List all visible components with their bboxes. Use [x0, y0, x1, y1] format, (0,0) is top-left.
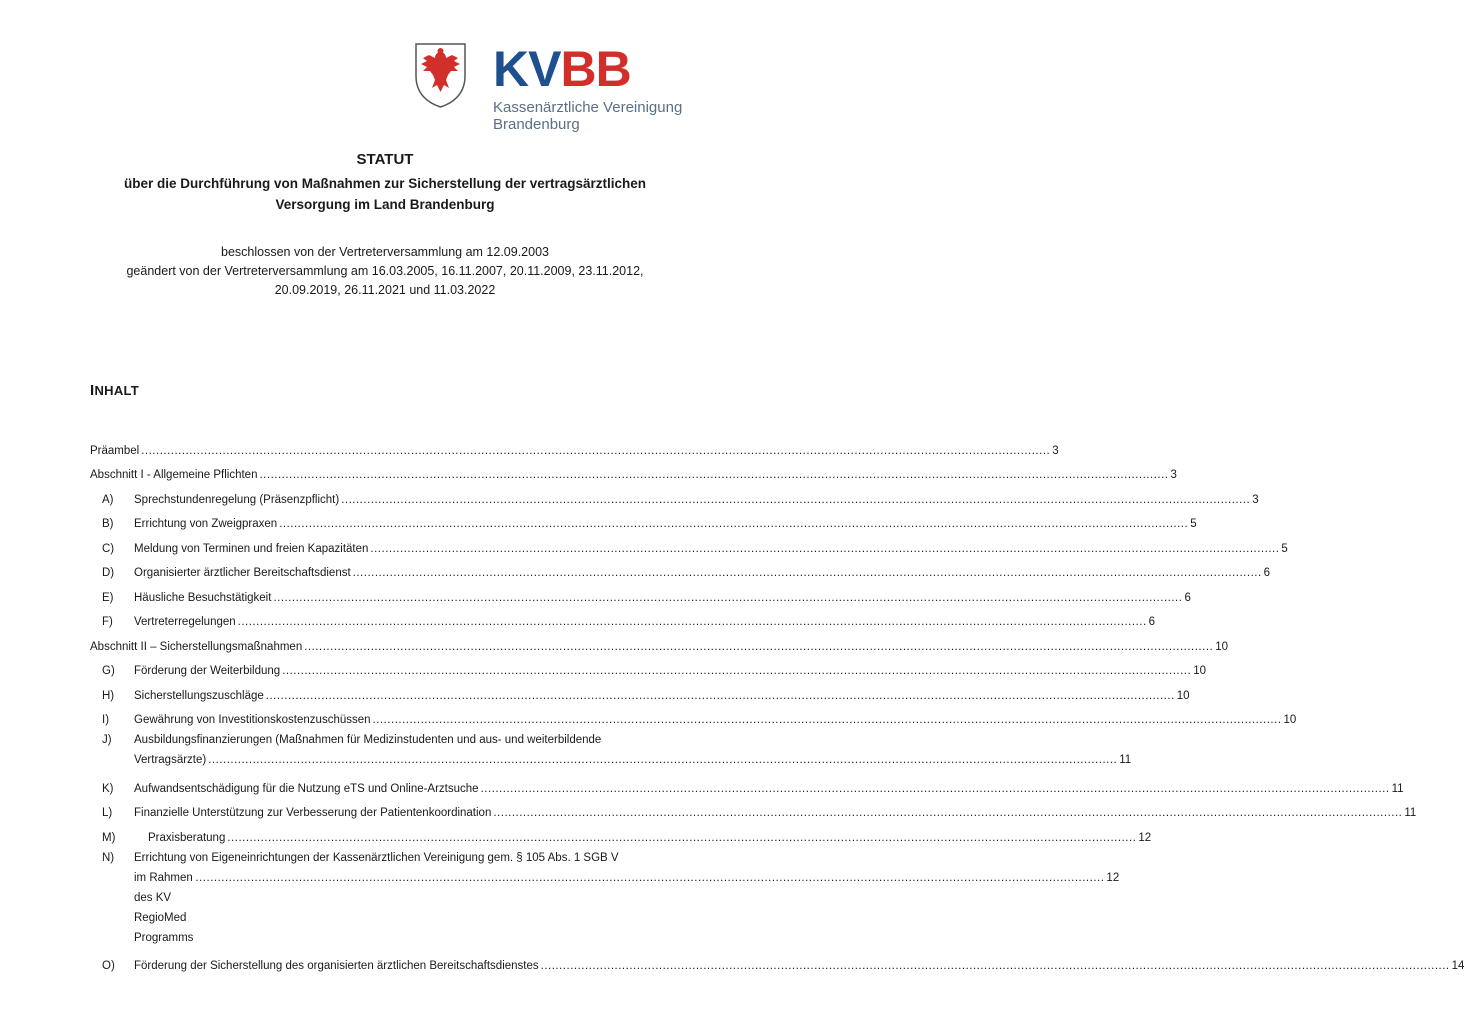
- kvbb-subtitle: Kassenärztliche Vereinigung Brandenburg: [493, 99, 683, 133]
- toc-entry-e[interactable]: E) Häusliche Besuchstätigkeit ..... 6: [90, 579, 680, 604]
- toc-entry-abschnitt-2[interactable]: Abschnitt II – Sicherstellungsmaßnahmen ..... 10: [90, 628, 680, 653]
- brandenburg-eagle-shield-icon: [413, 42, 468, 108]
- kvbb-logo: [413, 42, 683, 137]
- toc-entry-g[interactable]: G) Förderung der Weiterbildung ..... 10: [90, 653, 680, 678]
- toc-heading: INHALT: [90, 382, 140, 399]
- document-subtitle: über die Durchführung von Maßnahmen zur Sicherstellung der vertragsärztlichen Versorgung im Land Brandenburg: [123, 176, 647, 212]
- document-history: beschlossen von der Vertreterversammlung am 12.09.2003 geändert von der Vertreterversammlung am 16.03.2005, 16.11.2007, 20.11.2009, 23.11.2012, 20.09.2019, 26.11.2021 und 11.03.2022: [126, 245, 644, 297]
- toc-entry-l[interactable]: L) Finanzielle Unterstützung zur Verbesserung der Patientenkoordination ..... 11: [90, 795, 680, 820]
- toc-entry-k[interactable]: K) Aufwandsentschädigung für die Nutzung eTS und Online-Arztsuche ..... 11: [90, 770, 680, 795]
- kvbb-wordmark: KVBB: [493, 41, 631, 97]
- toc-entry-n[interactable]: N) Errichtung von Eigeneinrichtungen der Kassenärztlichen Vereinigung gem. § 105 Abs. 1 SGB V im Rahmen des KV RegioMed Programms ..... 12: [90, 844, 680, 948]
- title-block: [0, 150, 770, 300]
- toc-entry-j[interactable]: J) Ausbildungsfinanzierungen (Maßnahmen für Medizinstudenten und aus- und weiterbildende Vertragsärzte) ..... 11: [90, 726, 680, 770]
- toc-entry-b[interactable]: B) Errichtung von Zweigpraxen ..... 5: [90, 506, 680, 531]
- toc-entry-i[interactable]: I) Gewährung von Investitionskostenzuschüssen ..... 10: [90, 702, 680, 727]
- toc-entry-praeambel[interactable]: Präambel ..... 3: [90, 432, 680, 457]
- toc-entry-a[interactable]: A) Sprechstundenregelung (Präsenzpflicht) ..... 3: [90, 481, 680, 506]
- toc-entry-abschnitt-1[interactable]: Abschnitt I - Allgemeine Pflichten ..... 3: [90, 457, 680, 482]
- toc-entry-d[interactable]: D) Organisierter ärztlicher Bereitschaftsdienst ..... 6: [90, 555, 680, 580]
- toc-entry-o[interactable]: O) Förderung der Sicherstellung des organisierten ärztlichen Bereitschaftsdienstes ..... 14: [90, 948, 680, 973]
- toc-entry-m[interactable]: M) Praxisberatung ..... 12: [90, 819, 680, 844]
- toc-entry-c[interactable]: C) Meldung von Terminen und freien Kapazitäten ..... 5: [90, 530, 680, 555]
- table-of-contents: [90, 432, 1464, 972]
- toc-entry-h[interactable]: H) Sicherstellungszuschläge ..... 10: [90, 677, 680, 702]
- document-title: STATUT: [356, 151, 414, 168]
- toc-entry-f[interactable]: F) Vertreterregelungen ..... 6: [90, 604, 680, 629]
